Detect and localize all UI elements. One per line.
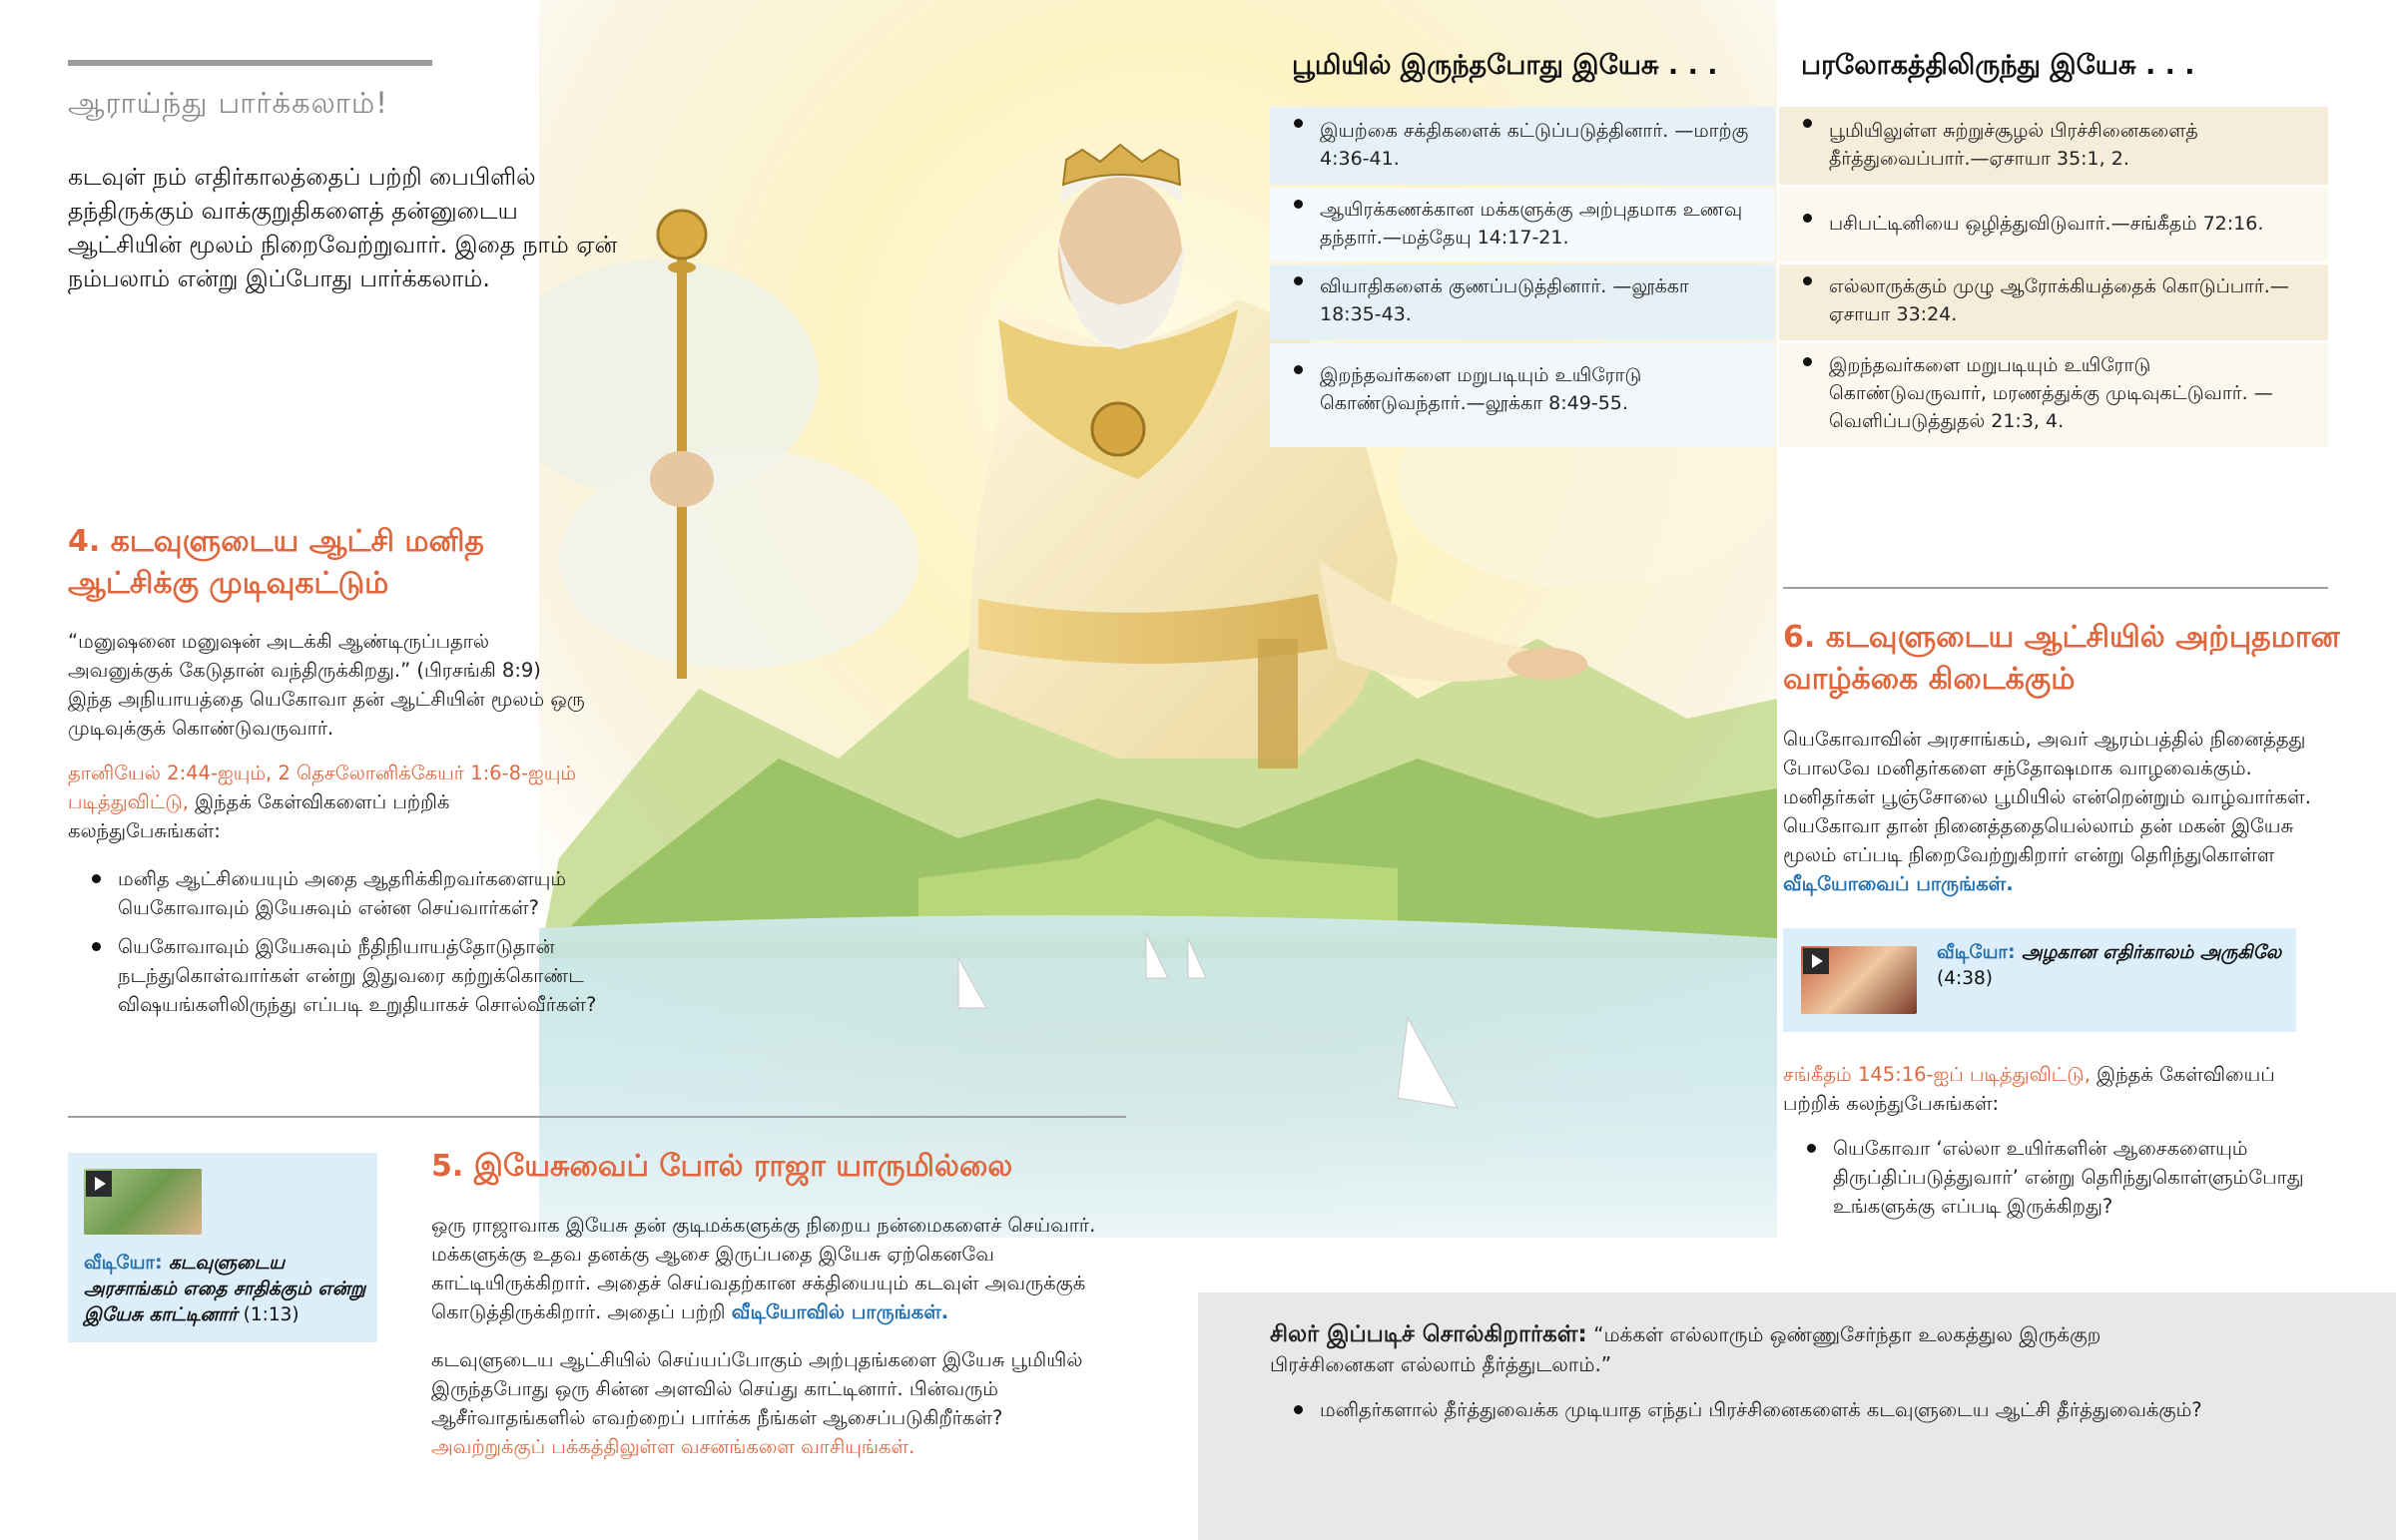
section-5-title: 5. இயேசுவைப் போல் ராஜா யாருமில்லை (431, 1149, 1013, 1184)
section-4-read-instruction (68, 759, 587, 845)
table-cell-text: பூமியிலுள்ள சுற்றுச்சூழல் பிரச்சினைகளைத் தீர்த்துவைப்பார்.—ஏசாயா 35:1, 2. (1829, 120, 2198, 170)
play-icon[interactable] (86, 1171, 112, 1197)
table-row-heaven (1779, 264, 2328, 340)
section-5-scripture-link[interactable]: அவற்றுக்குப் பக்கத்திலுள்ள வசனங்களை வாசியுங்கள். (431, 1435, 915, 1458)
section-5-video-link[interactable]: வீடியோவில் பாருங்கள். (731, 1300, 949, 1323)
section-5-paragraph-1 (431, 1211, 1118, 1326)
section-4-title: 4. கடவுளுடைய ஆட்சி மனித ஆட்சிக்கு முடிவுகட்டும் (68, 524, 484, 601)
section-divider (68, 1116, 1126, 1118)
table-cell-text: எல்லாருக்கும் முழு ஆரோக்கியத்தைக் கொடுப்பார்.—ஏசாயா 33:24. (1829, 275, 2289, 325)
list-item: யெகோவாவும் இயேசுவும் நீதிநியாயத்தோடுதான் நடந்துகொள்வார்கள் என்று இதுவரை கற்றுக்கொண்ட விஷயங்களிலிருந்து எப்படி உறுதியாகச் சொல்வீர்கள்? (88, 932, 627, 1019)
list-item: யெகோவா ‘எல்லா உயிர்களின் ஆசைகளையும் திருப்திப்படுத்துவார்’ என்று தெரிந்துகொள்ளும்போது உங்களுக்கு எப்படி இருக்கிறது? (1803, 1134, 2322, 1221)
some-say-question-list (1290, 1395, 2348, 1434)
section-5-paragraph-2 (431, 1345, 1118, 1461)
section-6-p1-text: யெகோவாவின் அரசாங்கம், அவர் ஆரம்பத்தில் நினைத்தது போலவே மனிதர்களை சந்தோஷமாக வாழவைக்கும். மனிதர்கள் பூஞ்சோலை பூமியில் என்றென்றும் வாழ்வார்கள். யெகோவா தான் நினைத்ததையெல்லாம் தன் மகன் இயேசு மூலம் எப்படி நிறைவேற்றுகிறார் என்று தெரிந்துகொள்ள (1783, 728, 2311, 866)
video-title-text: கடவுளுடைய அரசாங்கம் எதை சாதிக்கும் என்று இயேசு காட்டினார் (84, 1253, 366, 1325)
section-4-question-list (88, 864, 627, 1029)
intro-paragraph: கடவுள் நம் எதிர்காலத்தைப் பற்றி பைபிளில் தந்திருக்கும் வாக்குறுதிகளைத் தன்னுடைய ஆட்சியின் மூலம் நிறைவேற்றுவார். இதை நாம் ஏன் நம்பலாம் என்று இப்போது பார்க்கலாம். (68, 163, 618, 292)
video-label: வீடியோ: (84, 1253, 163, 1274)
column-head-earth: பூமியில் இருந்தபோது இயேசு . . . (1292, 50, 1718, 81)
table-cell-text: ஆயிரக்கணக்கான மக்களுக்கு அற்புதமாக உணவு தந்தார்.—மத்தேயு 14:17-21. (1320, 199, 1743, 249)
video-card-section-6[interactable] (1783, 928, 2296, 1032)
some-say-label: சிலர் இப்படிச் சொல்கிறார்கள்: (1270, 1321, 1587, 1347)
some-say-statement (1270, 1319, 2228, 1379)
table-row-earth (1270, 343, 1775, 447)
section-4-scripture-link[interactable]: தானியேல் 2:44-ஐயும், 2 தெசலோனிக்கேயர் 1:6-8-ஐயும் படித்துவிட்டு, (68, 762, 577, 813)
some-say-quote: “மக்கள் எல்லாரும் ஒண்ணுசேர்ந்தா உலகத்துல இருக்குற பிரச்சினைகள எல்லாம் தீர்த்துடலாம்.” (1270, 1322, 2101, 1376)
list-item: மனித ஆட்சியையும் அதை ஆதரிக்கிறவர்களையும் யெகோவாவும் இயேசுவும் என்ன செய்வார்கள்? (88, 864, 627, 922)
section-4-read-tail: இந்தக் கேள்விகளைப் பற்றிக் கலந்துபேசுங்கள்: (68, 790, 450, 842)
table-row-earth (1270, 264, 1775, 340)
section-5-p1-text: ஒரு ராஜாவாக இயேசு தன் குடிமக்களுக்கு நிறைய நன்மைகளைச் செய்வார். மக்களுக்கு உதவ தனக்கு ஆசை இருப்பதை இயேசு ஏற்கெனவே காட்டியிருக்கிறார். அதைச் செய்வதற்கான சக்தியையும் கடவுள் அவருக்குக் கொடுத்திருக்கிறார். அதைப் பற்றி (431, 1214, 1096, 1323)
section-6-paragraph (1783, 725, 2332, 898)
section-6-read-instruction (1783, 1060, 2332, 1118)
section-6-title: 6. கடவுளுடைய ஆட்சியில் அற்புதமான வாழ்க்கை கிடைக்கும் (1783, 620, 2340, 697)
column-head-heaven: பரலோகத்திலிருந்து இயேசு . . . (1801, 50, 2195, 81)
table-cell-text: இறந்தவர்களை மறுபடியும் உயிரோடு கொண்டுவந்தார்.—லூக்கா 8:49-55. (1320, 364, 1642, 414)
table-row-earth (1270, 107, 1775, 185)
video-label: வீடியோ: (1937, 942, 2016, 963)
table-cell-text: வியாதிகளைக் குணப்படுத்தினார். —லூக்கா 18:35-43. (1320, 275, 1689, 325)
section-6-question-list (1803, 1134, 2322, 1231)
video-title[interactable] (84, 1251, 368, 1328)
section-4-quote: “மனுஷனை மனுஷன் அடக்கி ஆண்டிருப்பதால் அவனுக்குக் கேடுதான் வந்திருக்கிறது.” (பிரசங்கி 8:9) இந்த அநியாயத்தை யெகோவா தன் ஆட்சியின் மூலம் ஒரு முடிவுக்குக் கொண்டுவருவார். (68, 630, 585, 740)
video-title[interactable] (1937, 940, 2286, 992)
video-title-text: அழகான எதிர்காலம் அருகிலே (2015, 942, 2282, 963)
section-divider (1783, 587, 2328, 589)
video-thumbnail[interactable] (1801, 946, 1917, 1014)
table-cell-text: இறந்தவர்களை மறுபடியும் உயிரோடு கொண்டுவருவார், மரணத்துக்கு முடிவுகட்டுவார். —வெளிப்படுத்துதல் 21:3, 4. (1829, 354, 2273, 432)
table-row-earth (1270, 188, 1775, 261)
video-duration: (4:38) (1937, 968, 1993, 989)
list-item: மனிதர்களால் தீர்த்துவைக்க முடியாத எந்தப் பிரச்சினைகளைக் கடவுளுடைய ஆட்சி தீர்த்துவைக்கும்? (1290, 1395, 2348, 1424)
play-icon[interactable] (1803, 948, 1829, 974)
table-row-heaven (1779, 343, 2328, 447)
section-6-scripture-link[interactable]: சங்கீதம் 145:16-ஐப் படித்துவிட்டு, (1783, 1063, 2091, 1086)
table-cell-text: பசிபட்டினியை ஒழித்துவிடுவார்.—சங்கீதம் 72:16. (1829, 213, 2264, 235)
explore-heading: ஆராய்ந்து பார்க்கலாம்! (68, 86, 388, 120)
table-row-heaven (1779, 107, 2328, 185)
video-duration: (1:13) (237, 1304, 300, 1325)
table-row-heaven (1779, 188, 2328, 261)
hero-illustration-king-jesus (539, 0, 1777, 1238)
section-5-p2-text: கடவுளுடைய ஆட்சியில் செய்யப்போகும் அற்புதங்களை இயேசு பூமியில் இருந்தபோது ஒரு சின்ன அளவில் செய்து காட்டினார். பின்வரும் ஆசீர்வாதங்களில் எவற்றைப் பார்க்க நீங்கள் ஆசைப்படுகிறீர்கள்? (431, 1348, 1083, 1429)
video-thumbnail[interactable] (84, 1169, 202, 1235)
section-6-read-tail: இந்தக் கேள்வியைப் பற்றிக் கலந்துபேசுங்கள்: (1783, 1063, 2275, 1115)
section-top-bar (68, 60, 432, 66)
table-cell-text: இயற்கை சக்திகளைக் கட்டுப்படுத்தினார். —மாற்கு 4:36-41. (1320, 120, 1749, 170)
section-6-video-link[interactable]: வீடியோவைப் பாருங்கள். (1783, 872, 2014, 895)
video-card-section-5[interactable] (68, 1153, 377, 1342)
